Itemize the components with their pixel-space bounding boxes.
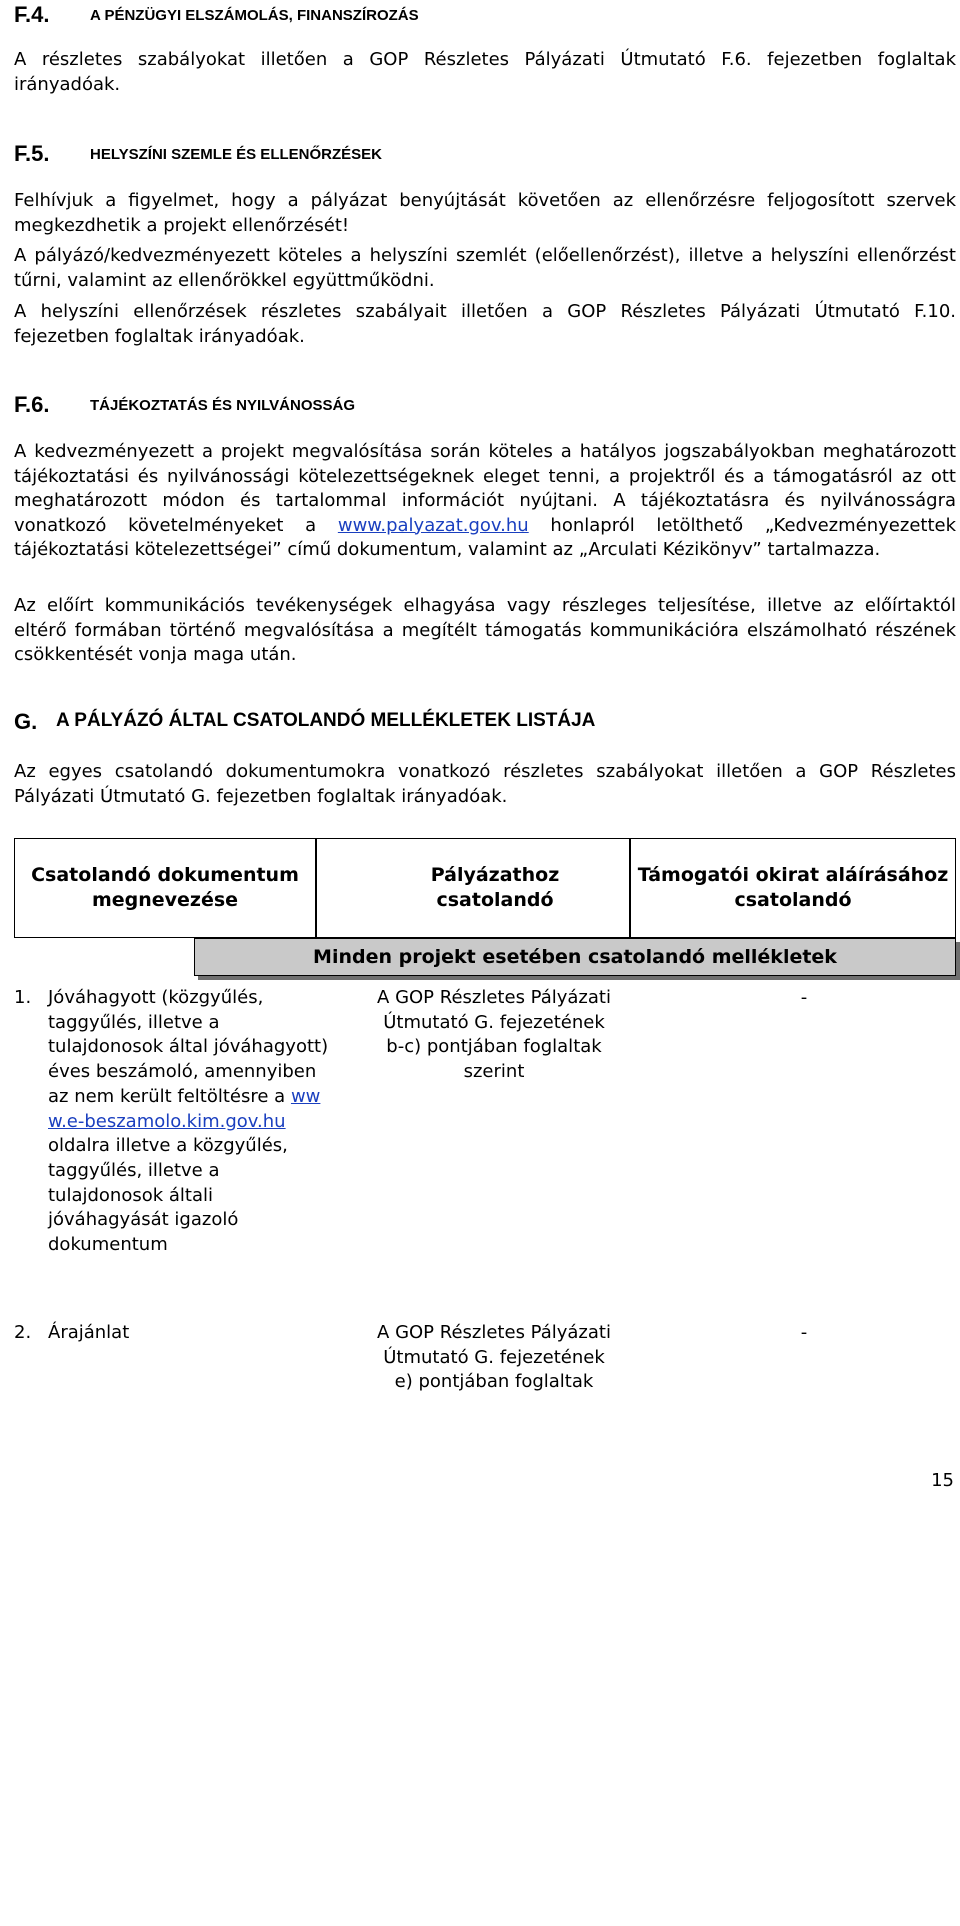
text: A kedvezményezett a projekt megvalósítása során köteles a hatályos jogszabályokban meghatározott tájékoztatási és nyilvánossági kötelezettségeknek eleget tenni, a projektről és a támogatásról az ott meghatározott módon és tartalommal információt nyújtani. A tájékoztatásra és nyilvánosságra vonatkozó követelményeket a <box>14 441 956 536</box>
application-cell: A GOP Részletes Pályázati Útmutató G. fejezetének b-c) pontjában foglaltak szerint <box>377 987 611 1083</box>
paragraph: A pályázó/kedvezményezett köteles a helyszíni szemlét (előellenőrzést), illetve a helyszíni ellenőrzést tűrni, valamint az ellenőrökkel együttműködni. <box>14 245 956 291</box>
paragraph: Az előírt kommunikációs tevékenységek elhagyása vagy részleges teljesítése, illetve az előírtaktól eltérő formában történő megvalósítása a megítélt támogatás kommunikációra elszámolható részének csökkentését vonja maga után. <box>14 595 956 665</box>
paragraph: Felhívjuk a figyelmet, hogy a pályázat benyújtását követően az ellenőrzésre feljogosított szervek megkezdhetik a projekt ellenőrzését! <box>14 190 956 236</box>
section-title: TÁJÉKOZTATÁS ÉS NYILVÁNOSSÁG <box>90 397 356 414</box>
row-number: 2. <box>14 1322 32 1343</box>
header-contract: Támogatói okirat aláírásához csatolandó <box>637 864 949 911</box>
section-title: A PÁLYÁZÓ ÁLTAL CSATOLANDÓ MELLÉKLETEK LISTÁJA <box>56 710 596 731</box>
section-number: F.5. <box>14 141 50 166</box>
header-application: Pályázathoz csatolandó <box>430 864 560 911</box>
section-f6-heading <box>14 392 356 418</box>
page-number: 15 <box>931 1470 954 1491</box>
contract-cell: - <box>800 987 808 1008</box>
section-f5-heading <box>14 141 382 167</box>
section-number: F.6. <box>14 392 50 417</box>
document-text: Árajánlat <box>48 1322 130 1343</box>
text: honlapról letölthető „Kedvezményezettek tájékoztatási kötelezettségei” című dokumentum, valamint az „Arculati Kézikönyv” tartalmazza. <box>14 514 957 560</box>
palyazat-link[interactable]: www.palyazat.gov.hu <box>337 514 529 536</box>
section-f4-heading <box>14 2 419 28</box>
header-document-name: Csatolandó dokumentum megnevezése <box>31 864 299 911</box>
row-number: 1. <box>14 987 32 1008</box>
e-beszamolo-link[interactable]: www.e-beszamolo.kim.gov.hu <box>48 1085 321 1132</box>
section-g-heading <box>14 709 596 735</box>
section-title: HELYSZÍNI SZEMLE ÉS ELLENŐRZÉSEK <box>90 146 382 163</box>
table-band-all-projects: Minden projekt esetében csatolandó mellékletek <box>194 938 956 976</box>
table-header <box>14 838 956 938</box>
paragraph: A részletes szabályokat illetően a GOP Részletes Pályázati Útmutató F.6. fejezetben foglaltak irányadóak. <box>14 49 956 95</box>
text: oldalra illetve a közgyűlés, taggyűlés, illetve a tulajdonosok általi jóváhagyását igazoló dokumentum <box>48 1135 288 1256</box>
section-number: G. <box>14 709 38 734</box>
contract-cell: - <box>800 1322 808 1343</box>
document-text <box>48 986 338 1258</box>
paragraph <box>14 440 956 563</box>
section-title: A PÉNZÜGYI ELSZÁMOLÁS, FINANSZÍROZÁS <box>90 7 419 24</box>
text: Jóváhagyott (közgyűlés, taggyűlés, illetve a tulajdonosok által jóváhagyott) éves beszámoló, amennyiben az nem került feltöltésre a <box>48 987 329 1107</box>
divider <box>315 839 317 937</box>
attachments-table <box>14 838 956 1926</box>
paragraph: Az egyes csatolandó dokumentumokra vonatkozó részletes szabályokat illetően a GOP Részletes Pályázati Útmutató G. fejezetben foglaltak irányadóak. <box>14 761 956 807</box>
section-number: F.4. <box>14 2 50 27</box>
paragraph: A helyszíni ellenőrzések részletes szabályait illetően a GOP Részletes Pályázati Útmutató F.10. fejezetben foglaltak irányadóak. <box>14 301 956 347</box>
application-cell: A GOP Részletes Pályázati Útmutató G. fejezetének e) pontjában foglaltak <box>377 1322 611 1393</box>
